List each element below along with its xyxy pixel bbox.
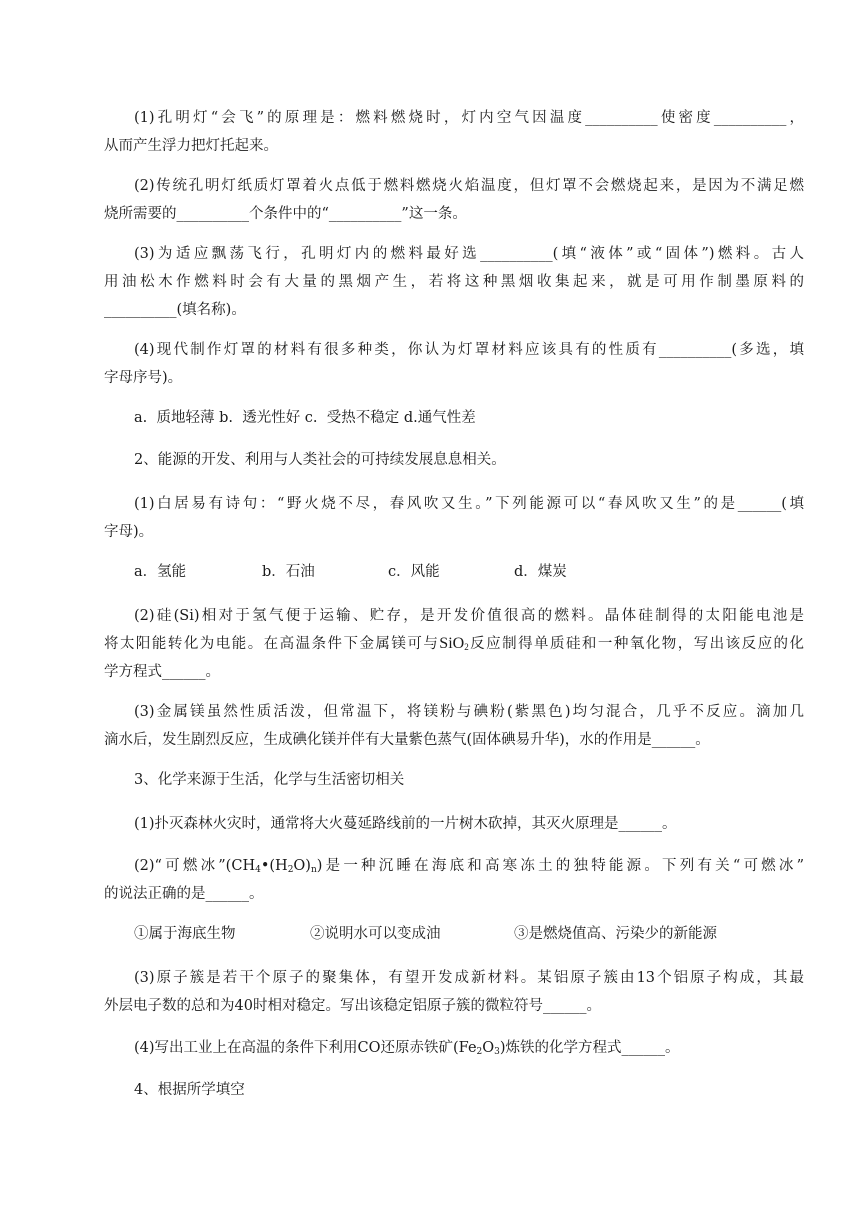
q1-part3-line1: (3)为适应飘荡飞行，孔明灯内的燃料最好选__________(填“液体”或“固体”)燃料。古人	[134, 246, 804, 262]
n-subscript: n	[310, 865, 317, 875]
q2-part1	[104, 490, 804, 546]
q3-part2	[104, 852, 804, 908]
q2-part3-line2: 滴水后，发生剧烈反应，生成碘化镁并伴有大量紫色蒸气(固体碘易升华)，水的作用是______。	[104, 732, 710, 748]
q4-title: 4、根据所学填空	[134, 1082, 245, 1098]
q3-part2-text-c: O)	[293, 858, 311, 874]
q3-part2-text-a: (2)“可燃冰”(CH	[134, 858, 256, 874]
q2-part1-line1: (1)白居易有诗句：“野火烧不尽，春风吹又生。”下列能源可以“春风吹又生”的是______(填	[134, 496, 804, 512]
sio2-formula	[439, 635, 468, 652]
q3-title: 3、化学来源于生活，化学与生活密切相关	[134, 772, 405, 788]
q3-part4-text-b: O	[482, 1040, 495, 1056]
q1-part1-line1: (1)孔明灯“会飞”的原理是：燃料燃烧时，灯内空气因温度__________使密度__________，	[134, 110, 804, 126]
sio2-formula-main: SiO	[439, 635, 465, 652]
q2-part2-line2-text-b: 反应制得单质硅和一种氧化物，写出该反应的化	[468, 636, 804, 652]
q2-option-a: a．氢能	[134, 564, 187, 580]
q1-part2-line1: (2)传统孔明灯纸质灯罩着火点低于燃料燃烧火焰温度，但灯罩不会燃烧起来，是因为不满足燃	[134, 178, 804, 194]
q3-part4-text-a: (4)写出工业上在高温的条件下利用CO还原赤铁矿(Fe	[134, 1040, 477, 1056]
q3-part3-line1: (3)原子簇是若干个原子的聚集体，有望开发成新材料。某铝原子簇由13个铝原子构成，其最	[134, 970, 804, 986]
q1-part3-line2: 用油松木作燃料时会有大量的黑烟产生，若将这种黑烟收集起来，就是可用作制墨原料的	[104, 274, 804, 290]
q1-part4	[104, 336, 804, 392]
q2-part3-line1: (3)金属镁虽然性质活泼，但常温下，将镁粉与碘粉(紫黑色)均匀混合，几乎不反应。滴加几	[134, 704, 804, 720]
q2-part2	[104, 602, 804, 686]
q3-option-1: ①属于海底生物	[134, 926, 236, 942]
q3-part2-text-b: •(H	[260, 858, 288, 874]
ch4-subscript: 4	[255, 865, 261, 875]
q2-part2-line3: 学方程式______。	[104, 664, 220, 680]
q1-part4-line2: 字母序号)。	[104, 370, 183, 386]
q2-option-d: d．煤炭	[514, 564, 567, 580]
q2-part2-line1: (2)硅(Si)相对于氢气便于运输、贮存，是开发价值很高的燃料。晶体硅制得的太阳能电池是	[134, 608, 804, 624]
sio2-formula-subscript: 2	[464, 642, 469, 652]
q1-part2-line2: 烧所需要的__________个条件中的“__________”这一条。	[104, 206, 467, 222]
q3-part1: (1)扑灭森林火灾时，通常将大火蔓延路线前的一片树木砍掉，其灭火原理是______。	[134, 816, 677, 832]
q1-part3	[104, 240, 804, 324]
q1-part3-line3: __________(填名称)。	[104, 302, 246, 318]
q1-options: a. 质地轻薄 b. 透光性好 c. 受热不稳定 d.通气性差	[134, 410, 476, 426]
q3-part4	[134, 1034, 680, 1062]
q1-part1	[104, 104, 804, 160]
q1-part2	[104, 172, 804, 228]
q2-option-c: c．风能	[388, 564, 440, 580]
q3-option-2: ②说明水可以变成油	[310, 926, 441, 942]
q3-part2-line2: 的说法正确的是______。	[104, 886, 264, 902]
q2-option-b: b．石油	[262, 564, 315, 580]
q3-part2-text-d: )是一种沉睡在海底和高寒冻土的独特能源。下列有关“可燃冰”	[316, 858, 805, 874]
q2-title: 2、能源的开发、利用与人类社会的可持续发展息息相关。	[134, 452, 506, 468]
q1-part1-line2: 从而产生浮力把灯托起来。	[104, 138, 278, 154]
fe2o3-subscript-1: 2	[476, 1047, 483, 1057]
q2-part1-line2: 字母)。	[104, 524, 154, 540]
q3-part4-text-c: )炼铁的化学方程式______。	[499, 1040, 680, 1056]
fe2o3-subscript-2: 3	[494, 1047, 500, 1057]
h2o-subscript: 2	[287, 865, 294, 875]
q2-part2-line2	[104, 630, 804, 658]
q3-part2-line1	[104, 852, 804, 880]
q1-part4-line1: (4)现代制作灯罩的材料有很多种类，你认为灯罩材料应该具有的性质有__________(多选，填	[134, 342, 804, 358]
q3-option-3: ③是燃烧值高、污染少的新能源	[514, 926, 717, 942]
q2-part2-line2-text-a: 将太阳能转化为电能。在高温条件下金属镁可与	[104, 636, 440, 652]
q2-part3	[104, 698, 804, 754]
q3-part3	[104, 964, 804, 1020]
q3-part3-line2: 外层电子数的总和为40时相对稳定。写出该稳定铝原子簇的微粒符号______。	[104, 998, 601, 1014]
